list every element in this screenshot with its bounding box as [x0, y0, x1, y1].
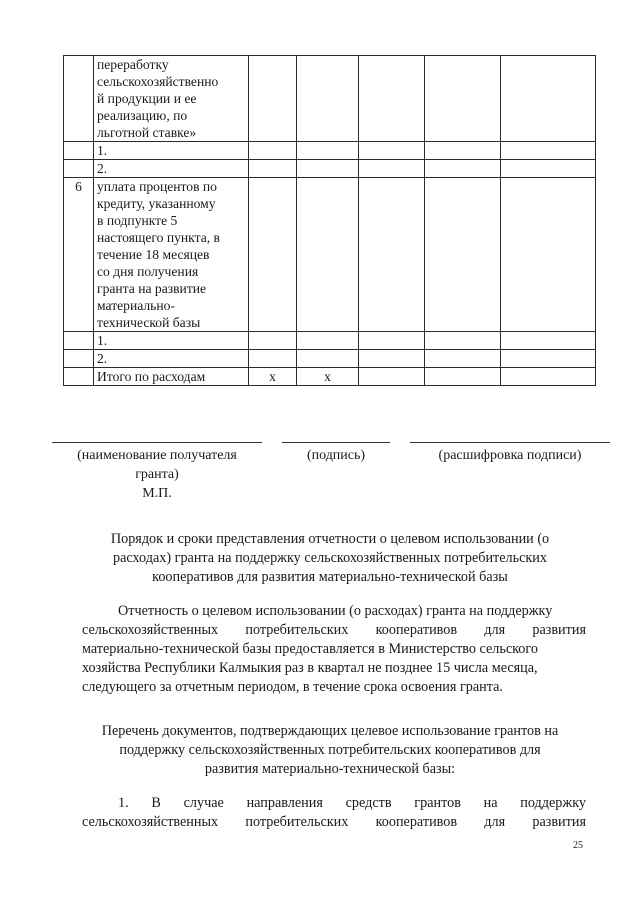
- recipient-label: [52, 446, 262, 503]
- page-number: 25: [573, 840, 583, 851]
- expense-description-cell: [94, 350, 249, 368]
- heading-line: Перечень документов, подтверждающих целевое использование грантов на: [101, 723, 559, 739]
- empty-value-cell: [501, 56, 596, 142]
- empty-value-cell: [249, 350, 297, 368]
- recipient-label-line1: (наименование получателя: [77, 448, 237, 463]
- reporting-paragraph: [82, 602, 586, 697]
- word: кооперативов: [375, 622, 458, 638]
- heading-line: кооперативов для развития материально-технической базы: [152, 569, 508, 585]
- row-number-cell: [64, 142, 94, 160]
- expense-description-cell: [94, 178, 249, 332]
- word: развития: [532, 622, 586, 638]
- word: для: [484, 622, 506, 638]
- table-row: [64, 178, 596, 332]
- recipient-signature-line: [52, 442, 262, 443]
- expense-description-cell: [94, 160, 249, 178]
- empty-value-cell: [425, 160, 501, 178]
- description-line: 2.: [97, 351, 108, 366]
- description-line: технической базы: [97, 315, 201, 330]
- description-line: течение 18 месяцев: [97, 247, 210, 262]
- empty-value-cell: [425, 56, 501, 142]
- word: развития: [532, 814, 586, 830]
- description-line: сельскохозяйственно: [97, 74, 219, 89]
- empty-value-cell: [501, 350, 596, 368]
- decoding-signature-line: [410, 442, 610, 443]
- table-row: [64, 56, 596, 142]
- empty-value-cell: [359, 350, 425, 368]
- empty-value-cell: [249, 56, 297, 142]
- description-line: кредиту, указанному: [97, 196, 216, 211]
- word: для: [484, 814, 506, 830]
- empty-value-cell: [359, 178, 425, 332]
- word: 1.: [118, 795, 129, 811]
- empty-value-cell: [297, 350, 359, 368]
- section-heading-reporting: [60, 530, 600, 587]
- stamp-label: М.П.: [142, 486, 172, 501]
- empty-value-cell: [425, 368, 501, 386]
- description-line: й продукции и ее: [97, 91, 197, 106]
- paragraph-line: [82, 813, 586, 832]
- heading-line: развития материально-технической базы:: [204, 761, 456, 777]
- description-line: переработку: [97, 57, 169, 72]
- empty-value-cell: [425, 350, 501, 368]
- row-number-cell: [64, 56, 94, 142]
- empty-value-cell: [249, 332, 297, 350]
- description-line: 1.: [97, 143, 108, 158]
- total-row: [64, 368, 596, 386]
- word: потребительских: [245, 622, 349, 638]
- empty-value-cell: [359, 160, 425, 178]
- word: направления: [246, 795, 323, 811]
- description-line: со дня получения: [97, 264, 199, 279]
- description-line: настоящего пункта, в: [97, 230, 220, 245]
- word: грантов: [414, 795, 461, 811]
- word: В: [151, 795, 161, 811]
- paragraph-line: [82, 621, 586, 640]
- row-number-cell: [64, 160, 94, 178]
- empty-value-cell: [297, 178, 359, 332]
- paragraph-line: материально-технической базы предоставляется в Министерство сельского: [82, 641, 538, 657]
- description-line: 2.: [97, 161, 108, 176]
- description-line: гранта на развитие: [97, 281, 207, 296]
- table-row: [64, 142, 596, 160]
- signature-label: (подпись): [306, 448, 366, 463]
- expense-description-cell: [94, 56, 249, 142]
- description-line: в подпункте 5: [97, 213, 178, 228]
- paragraph-line: Отчетность о целевом использовании (о расходах) гранта на поддержку: [118, 603, 553, 619]
- paragraph-line: следующего за отчетным периодом, в течение срока освоения гранта.: [82, 679, 503, 695]
- heading-line: расходах) гранта на поддержку сельскохозяйственных потребительских: [113, 550, 547, 566]
- empty-value-cell: [297, 160, 359, 178]
- table-row: [64, 160, 596, 178]
- decoding-label: (расшифровка подписи): [438, 448, 582, 463]
- expense-description-cell: [94, 332, 249, 350]
- paragraph-line: хозяйства Республики Калмыкия раз в квартал не позднее 15 числа месяца,: [82, 660, 538, 676]
- empty-value-cell: [359, 142, 425, 160]
- empty-value-cell: [359, 368, 425, 386]
- row-number-cell: [64, 350, 94, 368]
- empty-value-cell: [501, 368, 596, 386]
- word: на: [483, 795, 498, 811]
- description-line: уплата процентов по: [97, 179, 217, 194]
- word: случае: [183, 795, 224, 811]
- recipient-label-line2: гранта): [135, 467, 179, 482]
- empty-value-cell: [501, 160, 596, 178]
- row-number-cell: 6: [64, 178, 94, 332]
- total-label-cell: Итого по расходам: [94, 368, 249, 386]
- empty-value-cell: [297, 332, 359, 350]
- empty-value-cell: [297, 56, 359, 142]
- empty-value-cell: [359, 56, 425, 142]
- empty-value-cell: [425, 332, 501, 350]
- empty-value-cell: [359, 332, 425, 350]
- total-mark-cell: х: [297, 368, 359, 386]
- heading-line: поддержку сельскохозяйственных потребительских кооперативов для: [119, 742, 541, 758]
- heading-line: Порядок и сроки представления отчетности о целевом использовании (о: [110, 531, 550, 547]
- word: средств: [345, 795, 392, 811]
- word: сельскохозяйственных: [82, 814, 219, 830]
- table-row: [64, 332, 596, 350]
- expense-description-cell: [94, 142, 249, 160]
- paragraph-line: [82, 794, 586, 813]
- empty-value-cell: [501, 178, 596, 332]
- description-line: 1.: [97, 333, 108, 348]
- total-mark-cell: х: [249, 368, 297, 386]
- empty-value-cell: [501, 142, 596, 160]
- empty-value-cell: [425, 178, 501, 332]
- description-line: реализацию, по: [97, 108, 188, 123]
- row-number-cell: [64, 332, 94, 350]
- empty-value-cell: [249, 178, 297, 332]
- documents-paragraph: [82, 794, 586, 832]
- empty-value-cell: [297, 142, 359, 160]
- word: поддержку: [520, 795, 586, 811]
- word: потребительских: [245, 814, 349, 830]
- row-number-cell: [64, 368, 94, 386]
- expenses-table: [63, 55, 596, 386]
- description-line: материально-: [97, 298, 175, 313]
- description-line: льготной ставке»: [97, 125, 197, 140]
- table-row: [64, 350, 596, 368]
- empty-value-cell: [249, 160, 297, 178]
- section-heading-documents: [60, 722, 600, 779]
- empty-value-cell: [249, 142, 297, 160]
- signature-line: [282, 442, 390, 443]
- word: кооперативов: [375, 814, 458, 830]
- word: сельскохозяйственных: [82, 622, 219, 638]
- empty-value-cell: [501, 332, 596, 350]
- empty-value-cell: [425, 142, 501, 160]
